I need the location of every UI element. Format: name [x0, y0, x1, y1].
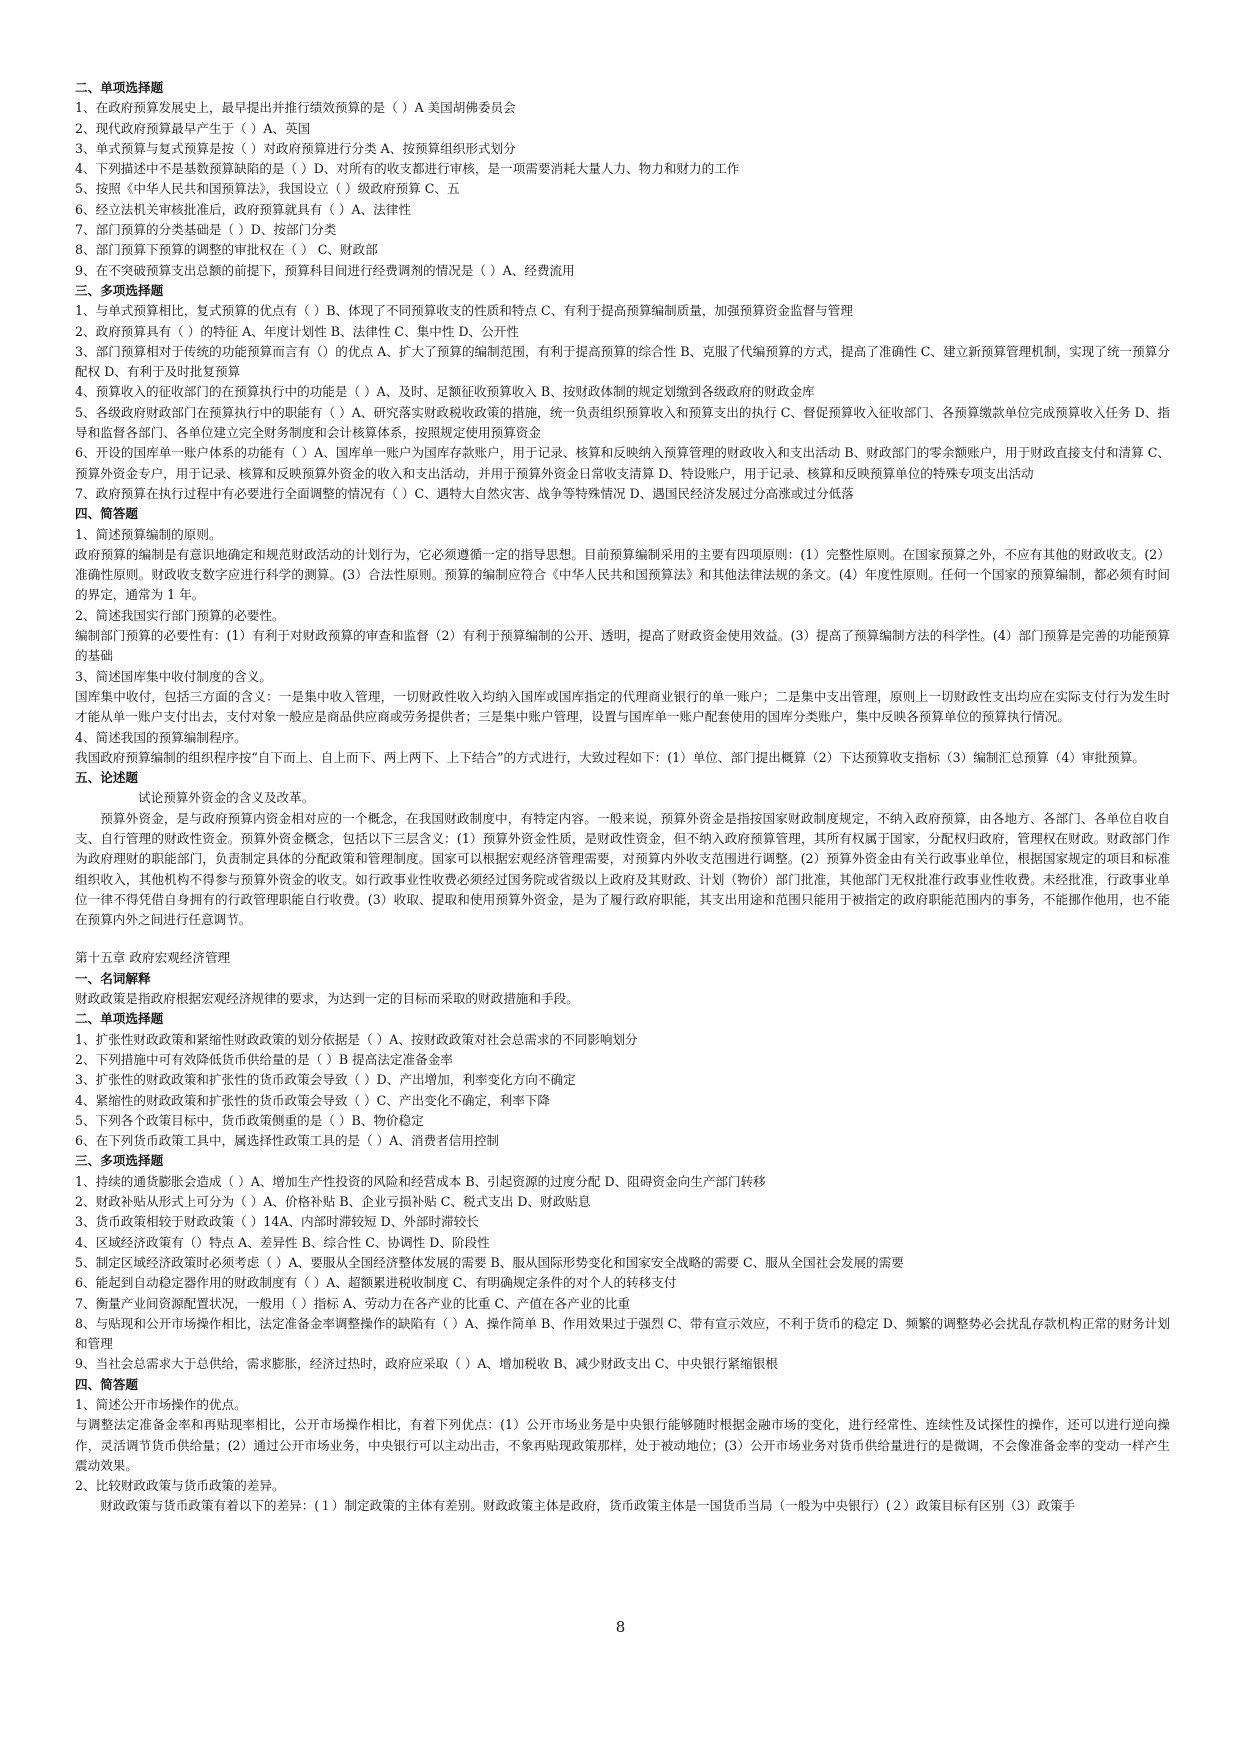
text-line: 4、紧缩性的财政政策和扩张性的货币政策会导致（ ）C、产出变化不确定，利率下降 — [75, 1092, 551, 1108]
text-line: 9、当社会总需求大于总供给，需求膨胀，经济过热时，政府应采取（ ）A、增加税收 B、减少财政支出 C、中央银行紧缩银根 — [75, 1356, 778, 1372]
text-line: 8、部门预算下预算的调整的审批权在（ ） C、财政部 — [75, 242, 378, 258]
text-line: 1、与单式预算相比，复式预算的优点有（ ）B、体现了不同预算收支的性质和特点 C、有利于提高预算编制质量，加强预算资金监督与管理 — [75, 303, 853, 319]
text-line: 6、能起到自动稳定器作用的财政制度有（ ）A、超额累进税收制度 C、有明确规定条件的对个人的转移支付 — [75, 1275, 677, 1291]
text-line: 6、在下列货币政策工具中，属选择性政策工具的是（ ）A、消费者信用控制 — [75, 1133, 500, 1149]
section-heading: 二、单项选择题 — [75, 1011, 164, 1027]
text-line: 试论预算外资金的含义及改革。 — [138, 790, 315, 806]
text-line: 5、按照《中华人民共和国预算法》，我国设立（ ）级政府预算 C、五 — [75, 181, 460, 197]
text-line: 我国政府预算编制的组织程序按“自下而上、自上而下、两上两下、上下结合”的方式进行，大致过程如下：(1）单位、部门提出概算（2）下达预算收支指标（3）编制汇总预算（4）审批预算。 — [75, 749, 1145, 765]
text-line: 4、区域经济政策有（）特点 A、差异性 B、综合性 C、协调性 D、阶段性 — [75, 1234, 490, 1250]
section-heading: 三、多项选择题 — [75, 282, 164, 298]
section-heading: 三、多项选择题 — [75, 1153, 164, 1169]
text-line: 1、简述公开市场操作的优点。 — [75, 1397, 247, 1412]
section-heading: 四、简答题 — [75, 506, 138, 522]
text-line: 2、下列措施中可有效降低货币供给量的是（ ）B 提高法定准备金率 — [75, 1051, 453, 1067]
text-line: 财政政策是指政府根据宏观经济规律的要求，为达到一定的目标而采取的财政措施和手段。 — [75, 991, 579, 1007]
section-heading: 一、名词解释 — [75, 970, 151, 986]
text-line: 第十五章 政府宏观经济管理 — [75, 950, 231, 966]
text-line: 6、开设的国库单一账户体系的功能有（ ）A、国库单一账户为国库存款账户，用于记录、核算和反映纳入预算管理的财政收入和支出活动 B、财政部门的零余额账户，用于财政直接支付和清算 C、预算外资金专户，用于记录、核算和反映预算外资金的收入和支出活动，并用于预算外资金日常收支清算 D、特设账户，用于记录、核算和反映预算单位的特殊专项支出活动 — [75, 445, 1170, 481]
text-line: 财政政策与货币政策有着以下的差异：(１）制定政策的主体有差别。财政政策主体是政府，货币政策主体是一国货币当局（一般为中央银行）(２）政策目标有区别（3）政策手 — [100, 1498, 1076, 1514]
text-line: 5、下列各个政策目标中，货币政策侧重的是（ ）B、物价稳定 — [75, 1112, 424, 1128]
text-line: 预算外资金，是与政府预算内资金相对应的一个概念，在我国财政制度中，有特定内容。一般来说，预算外资金是指按国家财政制度规定，不纳入政府预算，由各地方、各部门、各单位自收自支、自行管理的财政性资金。预算外资金概念，包括以下三层含义：(1）预算外资金性质，是财政性资金，但不纳入政府预算管理，其所有权属于国家，分配权归政府，管理权在财政。财政部门作为政府理财的职能部门，负责制定具体的分配政策和管理制度。国家可以根据宏观经济管理需要，对预算内外收支范围进行调整。(2）预算外资金由有关行政事业单位，根据国家规定的项目和标准组织收入，其他机构不得参与预算外资金的收支。如行政事业性收费必须经过国务院或省级以上政府及其财政、计划（物价）部门批准，其他部门无权批准行政事业性收费。未经批准，行政事业单位一律不得凭借自身拥有的行政管理职能自行收费。(3）收取、提取和使用预算外资金，是为了履行政府职能，其支出用途和范围只能用于被指定的政府职能范围内的事务，不能挪作他用，也不能在预算内外之间进行任意调节。 — [75, 810, 1170, 928]
section-heading: 四、简答题 — [75, 1376, 138, 1392]
text-line: 1、持续的通货膨胀会造成（ ）A、增加生产性投资的风险和经营成本 B、引起资源的过度分配 D、阻碍资金向生产部门转移 — [75, 1173, 766, 1189]
text-line: 5、制定区域经济政策时必须考虑（ ）A、要服从全国经济整体发展的需要 B、服从国际形势变化和国家安全战略的需要 C、服从全国社会发展的需要 — [75, 1254, 904, 1270]
spacer — [75, 930, 1170, 948]
text-line: 编制部门预算的必要性有：(1）有利于对财政预算的审查和监督（2）有利于预算编制的公开、透明，提高了财政资金使用效益。(3）提高了预算编制方法的科学性。(4）部门预算是完善的功能预算的基础 — [75, 628, 1170, 664]
document-body — [75, 78, 1170, 1517]
text-line: 2、简述我国实行部门预算的必要性。 — [75, 607, 285, 623]
text-line: 8、与贴现和公开市场操作相比，法定准备金率调整操作的缺陷有（ ）A、操作简单 B、作用效果过于强烈 C、带有宣示效应，不利于货币的稳定 D、频繁的调整势必会扰乱存款机构正常的财务计划和管理 — [75, 1315, 1170, 1352]
text-line: 政府预算的编制是有意识地确定和规范财政活动的计划行为，它必须遵循一定的指导思想。目前预算编制采用的主要有四项原则：(1）完整性原则。在国家预算之外，不应有其他的财政收支。(2）准确性原则。财政收支数字应进行科学的测算。(3）合法性原则。预算的编制应符合《中华人民共和国预算法》和其他法律法规的条文。(4）年度性原则。任何一个国家的预算编制，都必须有时间的界定，通常为 1 年。 — [75, 546, 1170, 603]
text-line: 国库集中收付，包括三方面的含义：一是集中收入管理，一切财政性收入均纳入国库或国库指定的代理商业银行的单一账户；二是集中支出管理，原则上一切财政性支出均应在实际支付行为发生时才能从单一账户支付出去，支付对象一般应是商品供应商或劳务提供者；三是集中账户管理，设置与国库单一账户配套使用的国库分类账户，集中反映各预算单位的预算执行情况。 — [75, 688, 1170, 725]
text-line: 6、经立法机关审核批准后，政府预算就具有（ ）A、法律性 — [75, 201, 411, 217]
text-line: 3、部门预算相对于传统的功能预算而言有（）的优点 A、扩大了预算的编制范围，有利于提高预算的综合性 B、克服了代编预算的方式，提高了准确性 C、建立新预算管理机制，实现了统一预算分配权 D、有利于及时批复预算 — [75, 343, 1170, 380]
text-line: 4、预算收入的征收部门的在预算执行中的功能是（ ）A、及时、足额征收预算收入 B、按财政体制的规定划缴到各级政府的财政金库 — [75, 384, 815, 400]
text-line: 1、在政府预算发展史上，最早提出并推行绩效预算的是（ ）A 美国胡佛委员会 — [75, 100, 516, 116]
text-line: 3、单式预算与复式预算是按（ ）对政府预算进行分类 A、按预算组织形式划分 — [75, 140, 516, 156]
text-line: 1、扩张性财政政策和紧缩性财政政策的划分依据是（ ）A、按财政政策对社会总需求的不同影响划分 — [75, 1031, 638, 1047]
text-line: 5、各级政府财政部门在预算执行中的职能有（ ）A、研究落实财政税收政策的措施，统一负责组织预算收入和预算支出的执行 C、督促预算收入征收部门、各预算缴款单位完成预算收入任务 D、指导和监督各部门、各单位建立完全财务制度和会计核算体系，按照规定使用预算资金 — [75, 404, 1170, 441]
text-line: 与调整法定准备金率和再贴现率相比，公开市场操作相比，有着下列优点：(1）公开市场业务是中央银行能够随时根据金融市场的变化，进行经常性、连续性及试探性的操作，还可以进行逆向操作，灵活调节货币供给量；(2）通过公开市场业务，中央银行可以主动出击，不象再贴现政策那样，处于被动地位；(3）公开市场业务对货币供给量进行的是微调，不会像准备金率的变动一样产生震动效果。 — [75, 1417, 1170, 1473]
text-line: 2、财政补贴从形式上可分为（ ）A、价格补贴 B、企业亏损补贴 C、税式支出 D、财政贴息 — [75, 1194, 591, 1210]
section-heading: 五、论述题 — [75, 770, 138, 786]
page-number: 8 — [615, 1618, 626, 1636]
text-line: 4、下列描述中不是基数预算缺陷的是（ ）D、对所有的收支都进行审核，是一项需要消耗大量人力、物力和财力的工作 — [75, 161, 740, 177]
text-line: 7、衡量产业间资源配置状况，一般用（ ）指标 A、劳动力在各产业的比重 C、产值在各产业的比重 — [75, 1295, 631, 1311]
text-line: 4、简述我国的预算编制程序。 — [75, 729, 247, 745]
text-line: 2、政府预算具有（ ）的特征 A、年度计划性 B、法律性 C、集中性 D、公开性 — [75, 323, 519, 339]
text-line: 2、现代政府预算最早产生于（ ）A、英国 — [75, 120, 311, 136]
text-line: 7、政府预算在执行过程中有必要进行全面调整的情况有（ ）C、遇特大自然灾害、战争等特殊情况 D、遇国民经济发展过分高涨或过分低落 — [75, 485, 854, 501]
text-line: 2、比较财政政策与货币政策的差异。 — [75, 1478, 285, 1494]
text-line: 3、货币政策相较于财政政策（ ）14A、内部时滞较短 D、外部时滞较长 — [75, 1214, 479, 1230]
text-line: 1、简述预算编制的原则。 — [75, 526, 222, 542]
text-line: 9、在不突破预算支出总额的前提下，预算科目间进行经费调剂的情况是（ ）A、经费流用 — [75, 262, 575, 278]
text-line: 3、扩张性的财政政策和扩张性的货币政策会导致（ ）D、产出增加，利率变化方向不确定 — [75, 1072, 576, 1088]
text-line: 3、简述国库集中收付制度的含义。 — [75, 668, 272, 684]
text-line: 7、部门预算的分类基础是（ ）D、按部门分类 — [75, 222, 337, 238]
section-heading: 二、单项选择题 — [75, 80, 164, 95]
